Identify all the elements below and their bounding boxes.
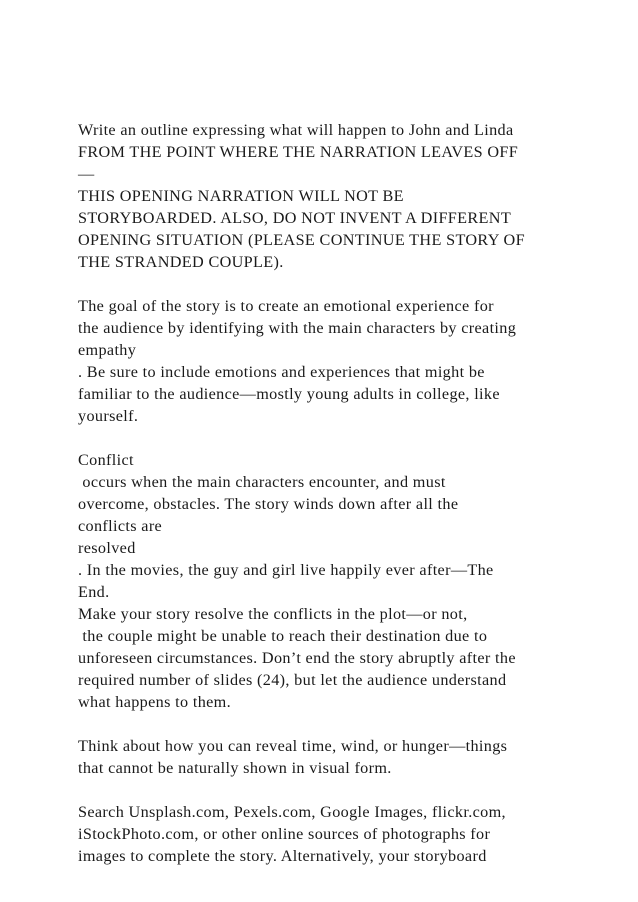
text-line: STORYBOARDED. ALSO, DO NOT INVENT A DIFFERENT	[78, 209, 512, 227]
text-line: The goal of the story is to create an emotional experience for	[78, 297, 494, 315]
blank-line	[78, 427, 598, 449]
text-line: End.	[78, 583, 110, 601]
text-line: OPENING SITUATION (PLEASE CONTINUE THE STORY OF	[78, 231, 525, 249]
text-line: Think about how you can reveal time, wind, or hunger—things	[78, 737, 508, 755]
blank-line	[78, 273, 598, 295]
text-line: required number of slides (24), but let the audience understand	[78, 671, 507, 689]
text-line: THIS OPENING NARRATION WILL NOT BE	[78, 187, 404, 205]
text-line: the couple might be unable to reach their destination due to	[78, 627, 488, 645]
text-line: conflicts are	[78, 517, 163, 535]
document-body	[78, 119, 598, 867]
text-line: empathy	[78, 341, 137, 359]
text-line: . In the movies, the guy and girl live happily ever after—The	[78, 561, 494, 579]
text-line: overcome, obstacles. The story winds down after all the	[78, 495, 459, 513]
text-line: images to complete the story. Alternatively, your storyboard	[78, 847, 487, 865]
text-line: Make your story resolve the conflicts in the plot—or not,	[78, 605, 468, 623]
text-line: Search Unsplash.com, Pexels.com, Google Images, flickr.com,	[78, 803, 506, 821]
text-line: unforeseen circumstances. Don’t end the story abruptly after the	[78, 649, 516, 667]
text-line: —	[78, 165, 95, 183]
text-line: iStockPhoto.com, or other online sources of photographs for	[78, 825, 491, 843]
text-line: THE STRANDED COUPLE).	[78, 253, 284, 271]
text-line: that cannot be naturally shown in visual form.	[78, 759, 392, 777]
text-line: Conflict	[78, 451, 134, 469]
text-line: the audience by identifying with the main characters by creating	[78, 319, 517, 337]
text-line: FROM THE POINT WHERE THE NARRATION LEAVES OFF	[78, 143, 519, 161]
blank-line	[78, 713, 598, 735]
blank-line	[78, 779, 598, 801]
text-line: what happens to them.	[78, 693, 232, 711]
text-line: . Be sure to include emotions and experiences that might be	[78, 363, 485, 381]
text-line: resolved	[78, 539, 136, 557]
text-line: occurs when the main characters encounter, and must	[78, 473, 446, 491]
text-line: yourself.	[78, 407, 139, 425]
text-line: familiar to the audience—mostly young adults in college, like	[78, 385, 500, 403]
text-line: Write an outline expressing what will happen to John and Linda	[78, 121, 514, 139]
